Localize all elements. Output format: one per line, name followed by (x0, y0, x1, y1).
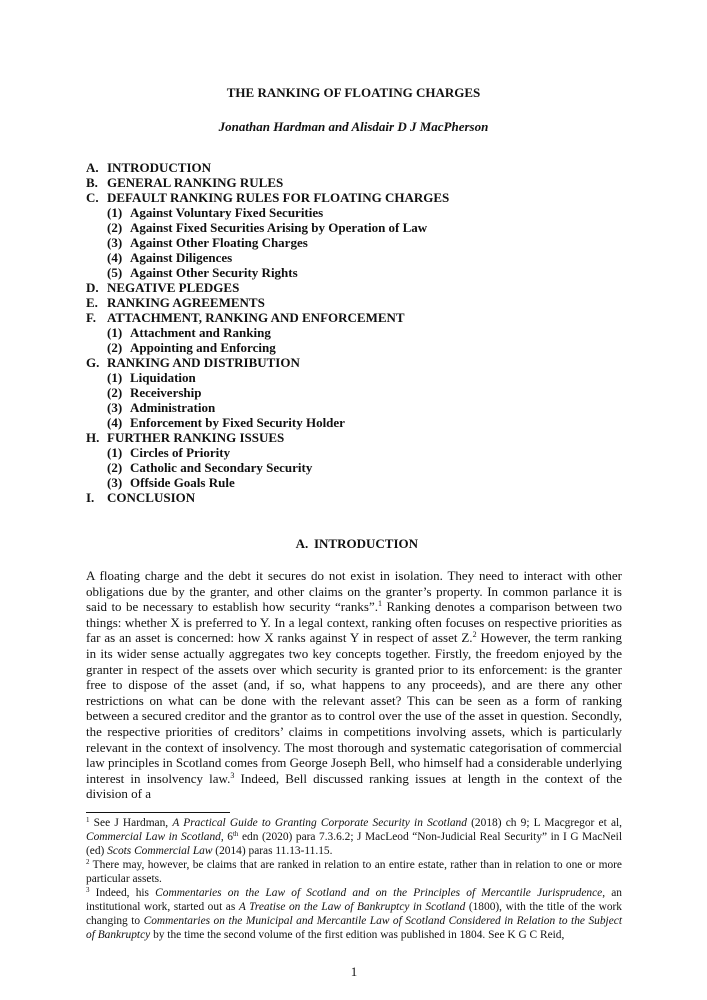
toc-sub-label: Catholic and Secondary Security (130, 460, 313, 475)
toc-item (86, 295, 449, 310)
toc-subitem (86, 415, 449, 430)
toc-sub-label: Liquidation (130, 370, 196, 385)
toc-subitem (86, 460, 449, 475)
footnote-divider (86, 812, 230, 813)
toc-label: NEGATIVE PLEDGES (107, 280, 240, 295)
toc-sub-number: (4) (107, 415, 123, 430)
toc-sub-label: Offside Goals Rule (130, 475, 235, 490)
toc-sub-number: (1) (107, 445, 123, 460)
toc-subitem (86, 250, 449, 265)
text-run: There may, however, be claims that are ranked in relation to an entire estate, rather than in relation to one or more particular assets. (86, 858, 622, 885)
toc-sub-label: Against Other Security Rights (130, 265, 298, 280)
italic-citation: A Practical Guide to Granting Corporate Security in Scotland (172, 816, 467, 829)
toc-sub-label: Against Voluntary Fixed Securities (130, 205, 324, 220)
toc-label: INTRODUCTION (107, 160, 212, 175)
main-content (86, 536, 622, 980)
toc-label: DEFAULT RANKING RULES FOR FLOATING CHARGES (107, 190, 450, 205)
toc-sub-label: Against Fixed Securities Arising by Operation of Law (130, 220, 428, 235)
toc-label: ATTACHMENT, RANKING AND ENFORCEMENT (107, 310, 405, 325)
toc-sub-number: (5) (107, 265, 123, 280)
toc-sub-number: (4) (107, 250, 123, 265)
body-paragraph (86, 568, 622, 802)
footnotes (86, 816, 622, 942)
toc-letter: G. (86, 355, 100, 370)
toc-letter: D. (86, 280, 99, 295)
footnote-marker: th (232, 829, 239, 838)
toc-subitem (86, 325, 449, 340)
toc-item (86, 160, 449, 175)
text-run: Indeed, his (89, 886, 156, 899)
text-run: edn (2020) para 7.3.6.2; J MacLeod “Non-Judicial Real Security” in I G MacNeil (ed) (86, 830, 622, 857)
toc-subitem (86, 385, 449, 400)
toc-sub-number: (1) (107, 370, 123, 385)
page-number: 1 (350, 963, 358, 979)
footnote-marker: 3 (86, 885, 90, 894)
text-run: However, the term ranking in its wider sense actually aggregates two key concepts together. Firstly, the freedom enjoyed by the granter in respect of the assets over which security is granted prior to its enforcement: is the granter free to dispose of the asset (and, if so, what happens to any proceeds), and are there any other restrictions on what can be done with the relevant asset? This can be seen as a form of ranking between a secured creditor and the grantor as to control over the use of the asset in question. Secondly, the respective priorities of creditors’ claims in competitions involving assets, which is particularly relevant in the context of insolvency. The most thorough and systematic categorisation of commercial law principles in Scotland comes from George Joseph Bell, who himself had a considerable underlying interest in insolvency law. (86, 630, 622, 786)
italic-citation: Commentaries on the Municipal and Mercantile Law of Scotland Considered in Relation to the Subject of Bankruptcy (86, 914, 622, 941)
toc-label: RANKING AND DISTRIBUTION (107, 355, 300, 370)
text-run: by the time the second volume of the first edition was published in 1804. See K G C Reid, (150, 928, 565, 941)
toc-letter: F. (86, 310, 96, 325)
toc-subitem (86, 235, 449, 250)
section-heading (86, 536, 622, 552)
italic-citation: Commercial Law in Scotland (86, 830, 221, 843)
toc-label: RANKING AGREEMENTS (107, 295, 265, 310)
toc-subitem (86, 265, 449, 280)
toc-sub-label: Circles of Priority (130, 445, 231, 460)
toc-item (86, 310, 449, 325)
text-run: Indeed, Bell discussed ranking issues at length in the context of the division of a (86, 770, 622, 802)
toc-subitem (86, 400, 449, 415)
section-title: INTRODUCTION (313, 536, 418, 551)
toc-sub-number: (3) (107, 400, 123, 415)
text-run: See J Hardman, (89, 816, 173, 829)
toc-subitem (86, 340, 449, 355)
footnote-marker: 3 (230, 770, 235, 780)
toc-sub-label: Attachment and Ranking (130, 325, 271, 340)
toc-sub-number: (2) (107, 385, 123, 400)
footnote-marker: 1 (86, 815, 90, 824)
toc-item (86, 175, 449, 190)
toc-sub-number: (3) (107, 475, 123, 490)
toc-subitem (86, 370, 449, 385)
text-run: Ranking denotes a comparison between two things: whether X is preferred to Y. In a legal context, ranking often focuses on respective priorities as far as an asset is concerned: how X ranks against Y in respect of asset Z. (86, 599, 623, 646)
document-title: THE RANKING OF FLOATING CHARGES (226, 85, 481, 100)
text-run: (2018) ch 9; L Macgregor et al, (466, 816, 623, 829)
toc-sub-label: Appointing and Enforcing (130, 340, 276, 355)
toc-sub-label: Against Diligences (130, 250, 233, 265)
toc-letter: B. (86, 175, 98, 190)
toc-subitem (86, 220, 449, 235)
footnote (86, 816, 622, 858)
text-run: A floating charge and the debt it secures do not exist in isolation. They need to interact with other obligations due by the granter, and other claims on the granter’s property. In common parlance it is said to be necessary to establish how security “ranks”. (86, 568, 622, 615)
text-run: (1800), with the title of the work changing to (86, 900, 623, 927)
toc-sub-number: (1) (107, 325, 123, 340)
toc-sub-number: (2) (107, 460, 123, 475)
toc-sub-number: (2) (107, 220, 123, 235)
toc-letter: H. (86, 430, 100, 445)
toc-label: FURTHER RANKING ISSUES (107, 430, 285, 445)
toc-sub-label: Receivership (130, 385, 202, 400)
toc-sub-label: Enforcement by Fixed Security Holder (130, 415, 345, 430)
toc-subitem (86, 205, 449, 220)
toc-letter: I. (86, 490, 95, 505)
footnote (86, 858, 622, 886)
italic-citation: A Treatise on the Law of Bankruptcy in Scotland (238, 900, 466, 913)
toc-sub-number: (3) (107, 235, 123, 250)
authors: Jonathan Hardman and Alisdair D J MacPherson (218, 119, 489, 134)
toc-item (86, 430, 449, 445)
toc-subitem (86, 475, 449, 490)
italic-citation: Scots Commercial Law (107, 844, 213, 857)
table-of-contents (86, 160, 449, 505)
toc-sub-label: Against Other Floating Charges (130, 235, 308, 250)
text-run: , 6 (220, 830, 233, 843)
footnote-marker: 1 (377, 599, 382, 609)
toc-sub-label: Administration (130, 400, 216, 415)
toc-item (86, 490, 449, 505)
toc-subitem (86, 445, 449, 460)
toc-item (86, 280, 449, 295)
toc-item (86, 190, 449, 205)
footnote-marker: 2 (86, 857, 90, 866)
toc-label: GENERAL RANKING RULES (107, 175, 284, 190)
toc-letter: C. (86, 190, 99, 205)
text-run: (2014) paras 11.13-11.15. (212, 844, 333, 857)
italic-citation: Commentaries on the Law of Scotland and on the Principles of Mercantile Jurisprudence (155, 886, 603, 899)
footnote (86, 886, 622, 942)
section-letter: A. (295, 536, 309, 551)
toc-label: CONCLUSION (107, 490, 196, 505)
toc-sub-number: (2) (107, 340, 123, 355)
toc-letter: A. (86, 160, 99, 175)
toc-letter: E. (86, 295, 98, 310)
text-run: , an institutional work, started out as (86, 886, 622, 913)
toc-sub-number: (1) (107, 205, 123, 220)
footnote-marker: 2 (472, 630, 477, 640)
toc-item (86, 355, 449, 370)
